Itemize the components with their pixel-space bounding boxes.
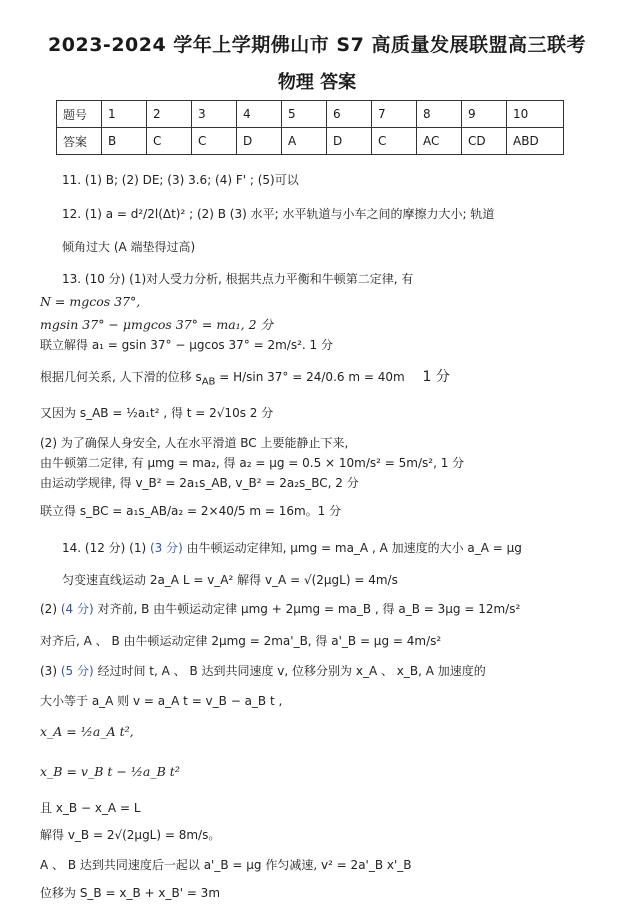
equation-sbc: 联立得 s_BC = a₁s_AB/a₂ = 2×40/5 m = 16m。1 分 xyxy=(40,504,342,518)
document-title: 2023-2024 学年上学期佛山市 S7 高质量发展联盟高三联考 xyxy=(48,34,586,56)
equation-displacement: 位移为 S_B = x_B + x_B' = 3m xyxy=(40,886,221,900)
equation-vb: 解得 v_B = 2√(2μgL) = 8m/s。 xyxy=(40,828,221,842)
answer-14-part1 xyxy=(62,539,522,556)
score-badge: (4 分) xyxy=(60,602,94,616)
answer-14-part3 xyxy=(40,662,486,679)
equation-deceleration: A 、 B 达到共同速度后一起以 a'_B = μg 作匀减速, v² = 2a'_B x'_B xyxy=(40,858,412,872)
table-cell: 6 xyxy=(327,101,372,128)
equation-sab xyxy=(40,366,450,387)
table-cell: 10 xyxy=(507,101,564,128)
document-subtitle: 物理 答案 xyxy=(277,72,357,93)
table-cell: AC xyxy=(417,128,462,155)
row-header-answer: 答案 xyxy=(57,128,102,155)
equation-condition: 且 x_B − x_A = L xyxy=(40,801,141,815)
score-note: 1 分 xyxy=(422,369,450,385)
part2-text: 对齐前, B 由牛顿运动定律 μmg + 2μmg = ma_B , 得 a_B = 3μg = 12m/s² xyxy=(93,602,521,616)
score-badge: (5 分) xyxy=(60,664,94,678)
table-cell: 4 xyxy=(237,101,282,128)
table-cell: 7 xyxy=(372,101,417,128)
part3-label: (3) xyxy=(40,664,61,678)
equation-a1: 联立解得 a₁ = gsin 37° − μgcos 37° = 2m/s². 1 分 xyxy=(40,338,333,352)
equation-normal-force: N = mgcos 37°, xyxy=(40,294,141,309)
answer-14-part2 xyxy=(40,600,520,617)
table-cell: D xyxy=(237,128,282,155)
table-cell: B xyxy=(102,128,147,155)
table-row xyxy=(57,101,564,128)
table-cell: A xyxy=(282,128,327,155)
equation-after-align: 对齐后, A 、 B 由牛顿运动定律 2μmg = 2ma'_B, 得 a'_B = μg = 4m/s² xyxy=(40,634,442,648)
answer-14-label: 14. (12 分) (1) xyxy=(62,541,150,555)
table-cell: 1 xyxy=(102,101,147,128)
part3-text: 经过时间 t, A 、 B 达到共同速度 v, 位移分别为 x_A 、 x_B, A 加速度的 xyxy=(93,664,486,678)
answer-14-part1-text: 由牛顿运动定律知, μmg = ma_A , A 加速度的大小 a_A = μg xyxy=(182,541,522,555)
score-badge: (3 分) xyxy=(149,541,183,555)
table-cell: 8 xyxy=(417,101,462,128)
table-row xyxy=(57,128,564,155)
row-header-number: 题号 xyxy=(57,101,102,128)
equation-kinematics: 由运动学规律, 得 v_B² = 2a₁s_AB, v_B² = 2a₂s_BC, 2 分 xyxy=(40,476,359,490)
equation-time: 又因为 s_AB = ½a₁t² , 得 t = 2√10s 2 分 xyxy=(40,406,274,420)
answer-12-line2: 倾角过大 (A 端垫得过高) xyxy=(62,240,196,254)
answer-11: 11. (1) B; (2) DE; (3) 3.6; (4) F' ; (5)可以 xyxy=(62,173,299,187)
equation-sab-text: 根据几何关系, 人下滑的位移 s xyxy=(40,370,202,384)
table-cell: C xyxy=(192,128,237,155)
equation-sab-subscript: AB xyxy=(201,376,216,388)
table-cell: C xyxy=(372,128,417,155)
answer-12-line1: 12. (1) a = d²/2l(Δt)² ; (2) B (3) 水平; 水平轨道与小车之间的摩擦力大小; 轨道 xyxy=(62,207,495,221)
answer-table xyxy=(56,100,564,155)
table-cell: 5 xyxy=(282,101,327,128)
table-cell: ABD xyxy=(507,128,564,155)
answer-13-intro: 13. (10 分) (1)对人受力分析, 根据共点力平衡和牛顿第二定律, 有 xyxy=(62,272,414,286)
equation-xa: x_A = ½a_A t², xyxy=(40,724,134,739)
equation-common-velocity: 大小等于 a_A 则 v = a_A t = v_B − a_B t , xyxy=(40,694,283,708)
part2-label: (2) xyxy=(40,602,61,616)
table-cell: 3 xyxy=(192,101,237,128)
table-cell: C xyxy=(147,128,192,155)
table-cell: 9 xyxy=(462,101,507,128)
table-cell: D xyxy=(327,128,372,155)
answer-13-part2-intro: (2) 为了确保人身安全, 人在水平滑道 BC 上要能静止下来, xyxy=(40,436,349,450)
table-cell: CD xyxy=(462,128,507,155)
equation-newton-slope: mgsin 37° − μmgcos 37° = ma₁, 2 分 xyxy=(40,317,274,332)
equation-sab-value: = H/sin 37° = 24/0.6 m = 40m xyxy=(215,370,405,384)
equation-xb: x_B = v_B t − ½a_B t² xyxy=(40,764,180,779)
table-cell: 2 xyxy=(147,101,192,128)
equation-va: 匀变速直线运动 2a_A L = v_A² 解得 v_A = √(2μgL) = 4m/s xyxy=(62,573,398,587)
equation-a2: 由牛顿第二定律, 有 μmg = ma₂, 得 a₂ = μg = 0.5 × 10m/s² = 5m/s², 1 分 xyxy=(40,456,465,470)
